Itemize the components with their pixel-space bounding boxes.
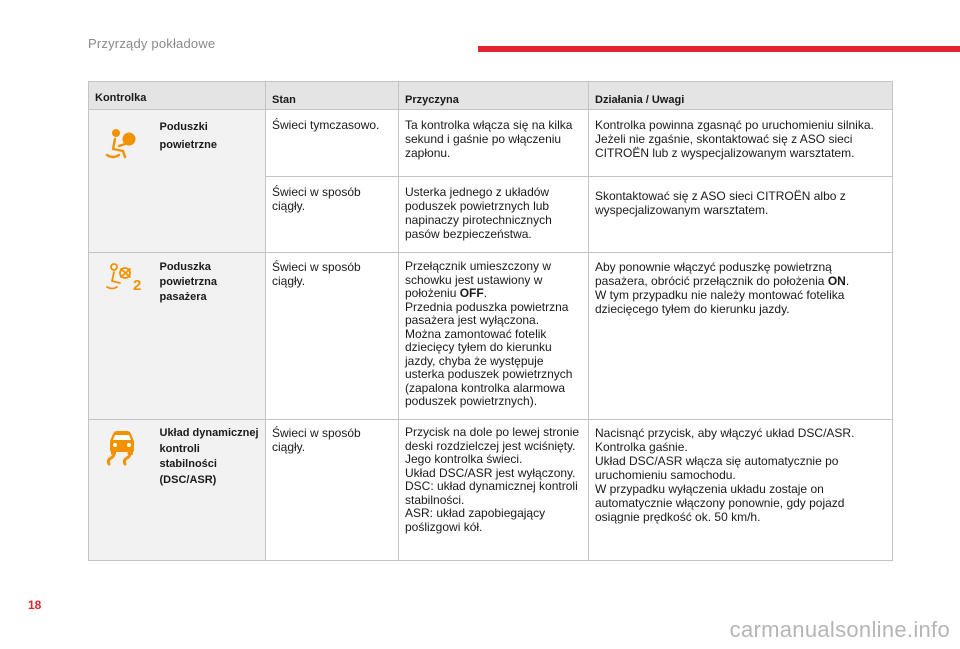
state-cell — [266, 253, 399, 420]
column-header-label: Działania / Uwagi — [595, 94, 685, 106]
cause-text — [399, 253, 588, 409]
column-header-label: Kontrolka — [95, 92, 147, 104]
table-row — [89, 420, 893, 561]
indicator-name: Poduszki powietrzne — [159, 121, 217, 151]
state-text: Świeci w sposób ciągły. — [272, 260, 361, 288]
indicator-icon-cell — [89, 420, 154, 561]
action-text: Nacisnąć przycisk, aby włączyć układ DSC/ASR. Kontrolka gaśnie. Układ DSC/ASR włącza się automatycznie po uruchomieniu samochodu. W przypadku wyłączenia układu zostaje on automatycznie włączony ponownie, gdy pojazd osiągnie prędkość ok. 50 km/h. — [595, 426, 855, 524]
cause-cell — [399, 253, 589, 420]
page-number: 18 — [28, 598, 42, 612]
dsc-asr-skid-icon — [105, 430, 139, 466]
indicator-name: Poduszka powietrzna pasażera — [159, 261, 217, 303]
indicator-icon-cell — [89, 110, 154, 253]
cause-cell — [399, 110, 589, 177]
cause-text-part: . Przednia poduszka powietrzna pasażera jest wyłączona. Można zamontować fotelik dziecięcy tyłem do kierunku jazdy, chyba że występuje usterka poduszek powietrznych (zapalona kontrolka alarmowa poduszek powietrznych). — [405, 286, 573, 408]
action-cell — [589, 110, 893, 177]
switch-position-off: OFF — [459, 286, 484, 300]
indicator-name-cell — [154, 420, 266, 561]
cause-text: Ta kontrolka włącza się na kilka sekund i gaśnie po włączeniu zapłonu. — [405, 118, 573, 160]
table-row — [89, 253, 893, 420]
switch-position-on: ON — [827, 274, 846, 288]
column-header-label: Przyczyna — [405, 94, 459, 106]
cause-cell — [399, 420, 589, 561]
cause-text: Przycisk na dole po lewej stronie deski rozdzielczej jest wciśnięty. Jego kontrolka świeci. Układ DSC/ASR jest wyłączony. DSC: układ dynamicznej kontroli stabilności. ASR: układ zapobiegający poślizgowi kół. — [405, 425, 580, 534]
indicator-name-cell — [154, 110, 266, 253]
column-header-label: Stan — [272, 94, 296, 106]
watermark: carmanualsonline.info — [729, 617, 950, 642]
cause-text: Usterka jednego z układów poduszek powietrznych lub napinaczy pirotechnicznych pasów bezpieczeństwa. — [405, 185, 552, 241]
passenger-airbag-off-icon — [105, 263, 145, 293]
column-header-state — [266, 82, 399, 110]
action-text: Kontrolka powinna zgasnąć po uruchomieniu silnika. Jeżeli nie zgaśnie, skontaktować się z ASO sieci CITROËN lub z wyspecjalizowanym warsztatem. — [595, 118, 874, 160]
action-text-part: . W tym przypadku nie należy montować fotelika dziecięcego tyłem do kierunku jazdy. — [595, 274, 850, 316]
action-text-part: Aby ponownie włączyć poduszkę powietrzną pasażera, obrócić przełącznik do położenia — [595, 260, 832, 288]
state-text: Świeci w sposób ciągły. — [272, 185, 361, 213]
column-header-cause — [399, 82, 589, 110]
action-cell — [589, 253, 893, 420]
column-header-indicator — [89, 82, 266, 110]
cause-text-part: Przełącznik umieszczony w schowku jest ustawiony w położeniu — [405, 259, 552, 300]
indicator-name-cell — [154, 253, 266, 420]
state-text: Świeci tymczasowo. — [272, 118, 380, 132]
cause-cell — [399, 177, 589, 253]
table-header-row — [89, 82, 893, 110]
state-cell — [266, 110, 399, 177]
section-title: Przyrządy pokładowe — [88, 36, 216, 51]
passenger-seat-number: 2 — [133, 277, 142, 293]
state-cell — [266, 177, 399, 253]
action-cell — [589, 420, 893, 561]
table-row — [89, 110, 893, 177]
state-text: Świeci w sposób ciągły. — [272, 426, 361, 454]
airbag-warning-icon — [105, 126, 141, 160]
state-cell — [266, 420, 399, 561]
header-accent-bar — [478, 46, 960, 52]
indicator-table — [88, 81, 893, 561]
action-cell — [589, 177, 893, 253]
indicator-icon-cell — [89, 253, 154, 420]
indicator-name: Układ dynamicznej kontroli stabilności (DSC/ASR) — [159, 427, 259, 486]
action-text — [589, 253, 892, 316]
action-text: Skontaktować się z ASO sieci CITROËN albo z wyspecjalizowanym warsztatem. — [595, 189, 846, 217]
column-header-action — [589, 82, 893, 110]
